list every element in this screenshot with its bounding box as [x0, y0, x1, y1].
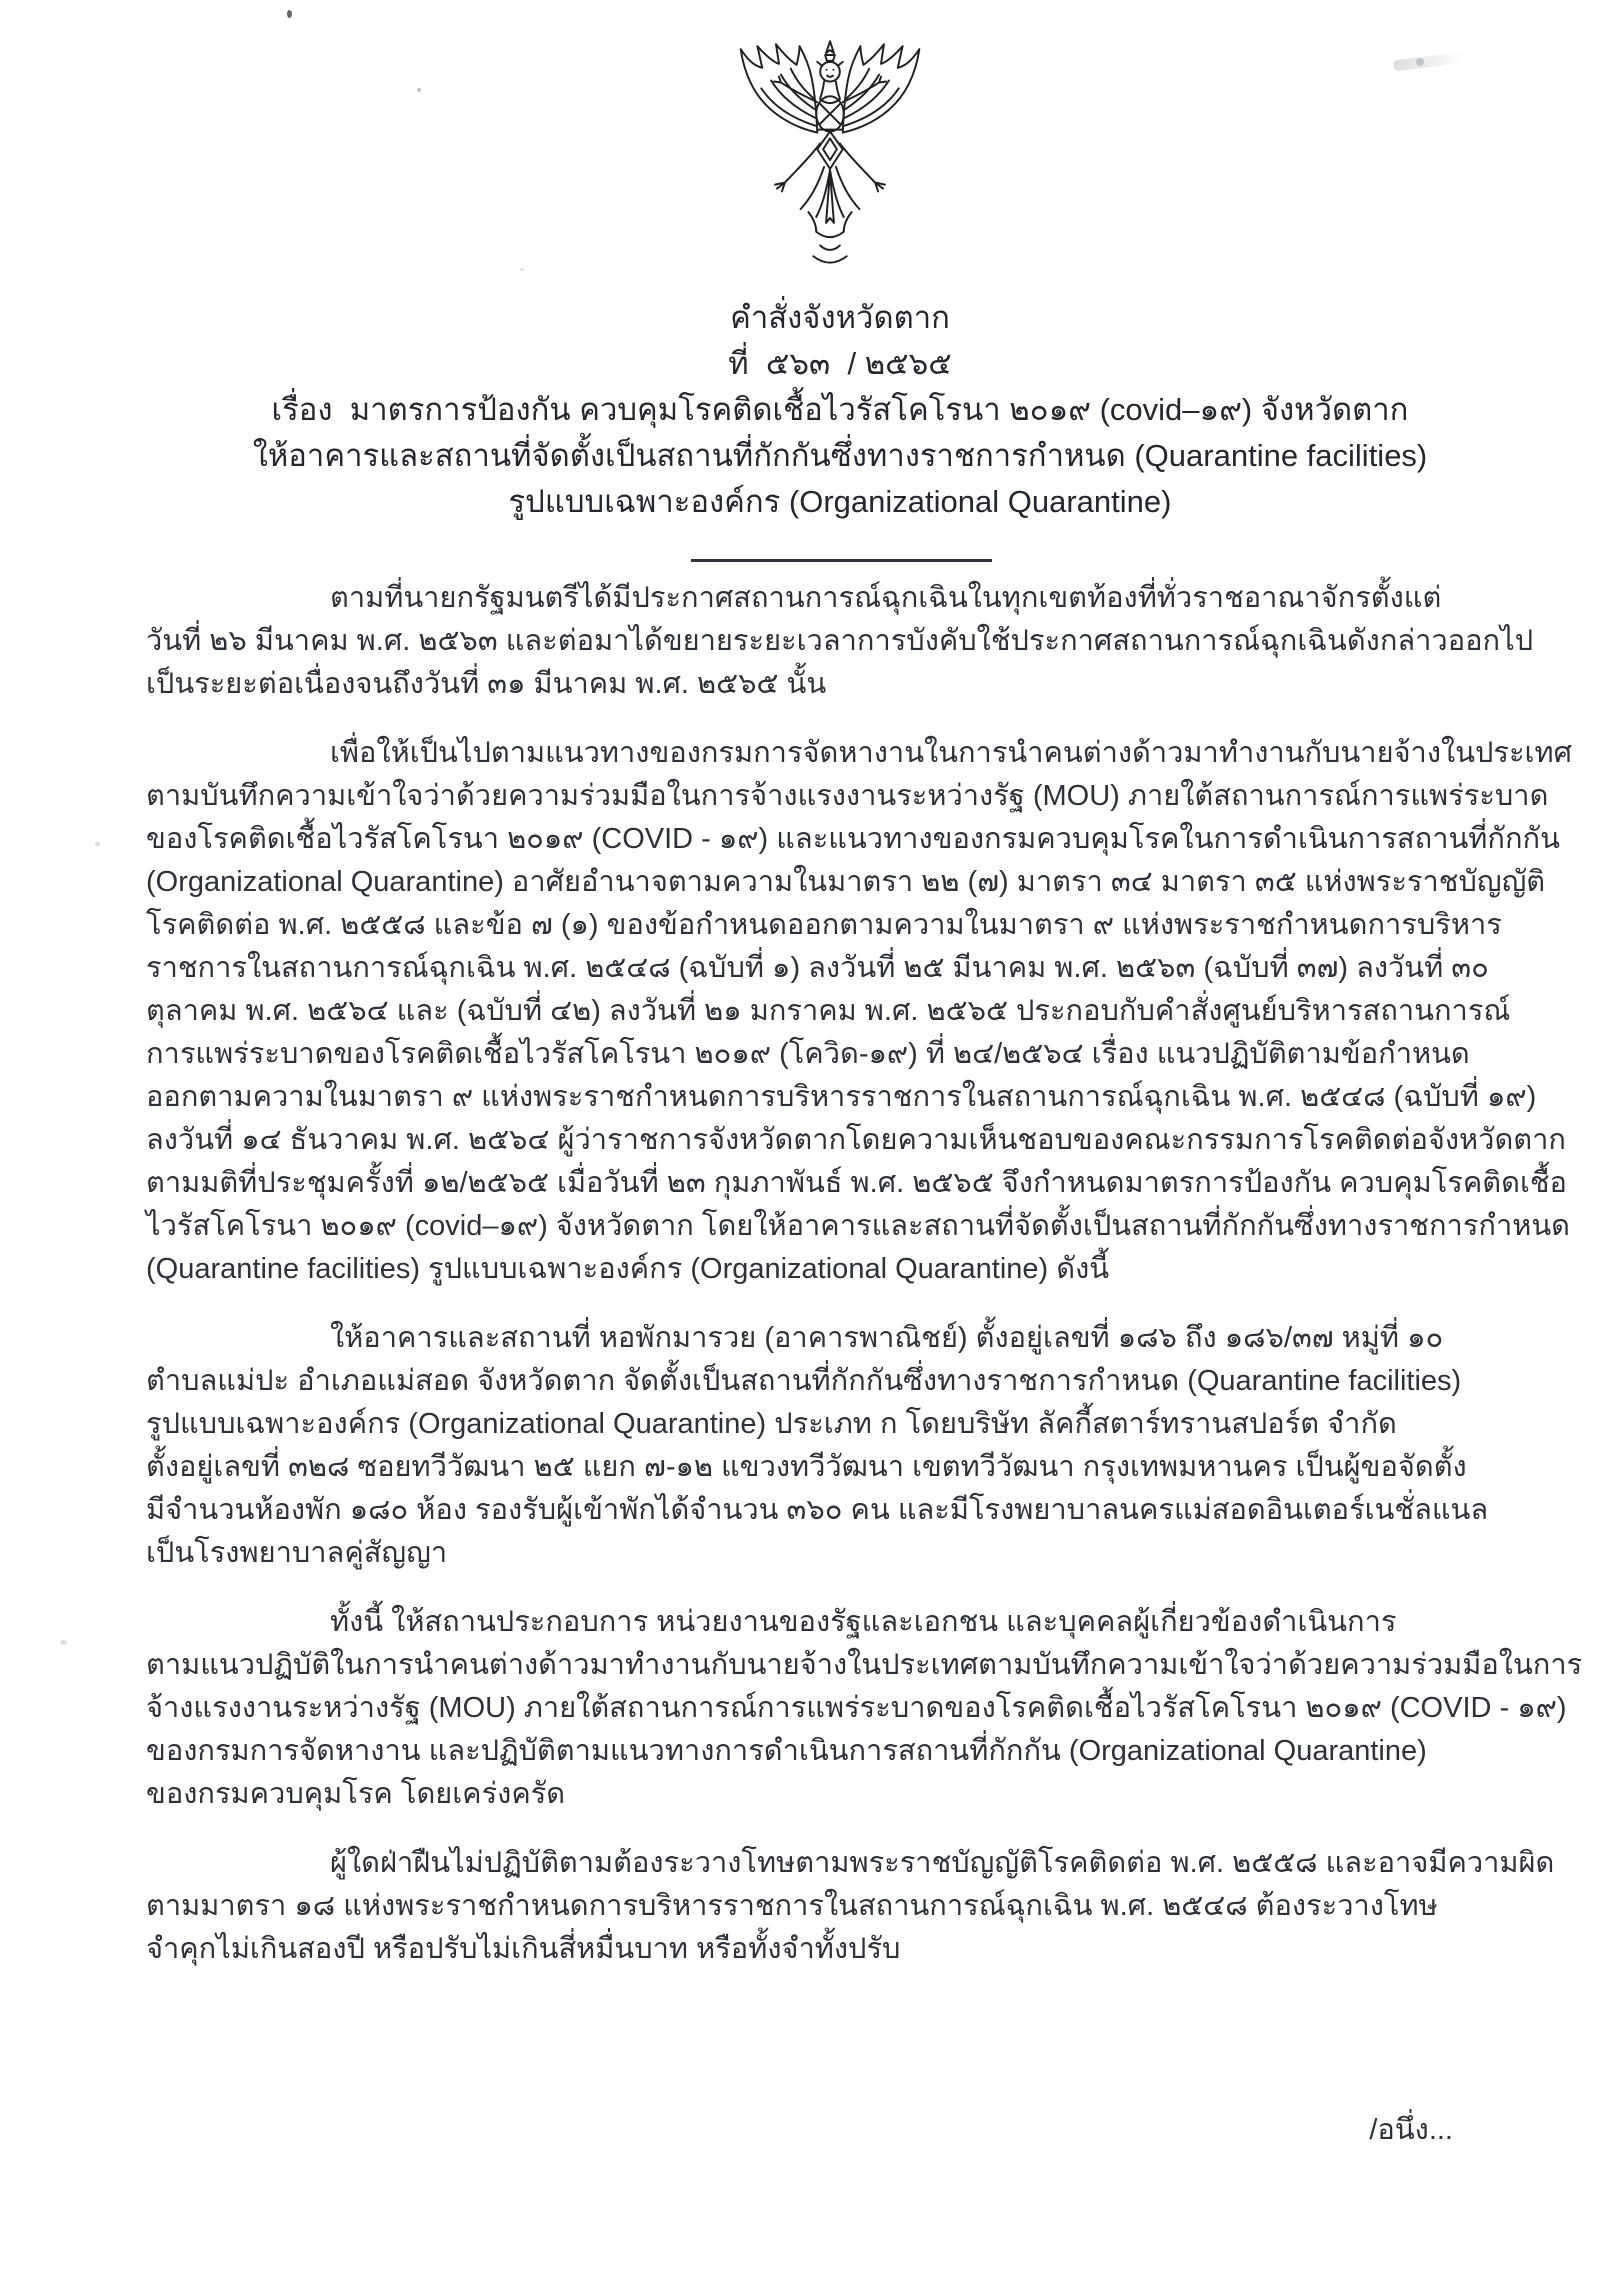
text-line: ไวรัสโคโรนา ๒๐๑๙ (covid–๑๙) จังหวัดตาก โดยให้อาคารและสถานที่จัดตั้งเป็นสถานที่กักกันซึ่งทางราชการกำหนด	[146, 1210, 1571, 1242]
subject-line-3: รูปแบบเฉพาะองค์กร (Organizational Quarantine)	[508, 484, 1172, 519]
text-line: ทั้งนี้ ให้สถานประกอบการ หน่วยงานของรัฐและเอกชน และบุคคลผู้เกี่ยวข้องดำเนินการ	[330, 1606, 1397, 1638]
text-line: ของกรมควบคุมโรค โดยเคร่งครัด	[146, 1778, 566, 1810]
text-line: รูปแบบเฉพาะองค์กร (Organizational Quarantine) ประเภท ก โดยบริษัท ลัคกี้สตาร์ทรานสปอร์ต จำกัด	[146, 1408, 1397, 1440]
text-line: เป็นระยะต่อเนื่องจนถึงวันที่ ๓๑ มีนาคม พ.ศ. ๒๕๖๕ นั้น	[146, 668, 827, 700]
text-line: โรคติดต่อ พ.ศ. ๒๕๕๘ และข้อ ๗ (๑) ของข้อกำหนดออกตามความในมาตรา ๙ แห่งพระราชกำหนดการบริหาร	[146, 909, 1502, 941]
scan-smudge	[1393, 52, 1466, 72]
paragraph	[146, 1601, 1583, 1816]
text-line: ตามมาตรา ๑๘ แห่งพระราชกำหนดการบริหารราชการในสถานการณ์ฉุกเฉิน พ.ศ. ๒๕๔๘ ต้องระวางโทษ	[146, 1890, 1438, 1922]
garuda-emblem-icon	[722, 36, 938, 290]
text-line: ตามแนวปฏิบัติในการนำคนต่างด้าวมาทำงานกับนายจ้างในประเทศตามบันทึกความเข้าใจว่าด้วยความร่วมมือในการ	[146, 1649, 1583, 1681]
subject-line-1: เรื่อง มาตรการป้องกัน ควบคุมโรคติดเชื้อไวรัสโคโรนา ๒๐๑๙ (covid–๑๙) จังหวัดตาก	[271, 392, 1409, 427]
text-line: ตำบลแม่ปะ อำเภอแม่สอด จังหวัดตาก จัดตั้งเป็นสถานที่กักกันซึ่งทางราชการกำหนด (Quarantine facilities)	[146, 1365, 1462, 1397]
scan-artifact	[520, 268, 524, 271]
text-line: วันที่ ๒๖ มีนาคม พ.ศ. ๒๕๖๓ และต่อมาได้ขยายระยะเวลาการบังคับใช้ประกาศสถานการณ์ฉุกเฉินดังกล่าวออกไป	[146, 625, 1534, 657]
text-line: ตามที่นายกรัฐมนตรีได้มีประกาศสถานการณ์ฉุกเฉินในทุกเขตท้องที่ทั่วราชอาณาจักรตั้งแต่	[330, 582, 1442, 614]
text-line: มีจำนวนห้องพัก ๑๘๐ ห้อง รองรับผู้เข้าพักได้จำนวน ๓๖๐ คน และมีโรงพยาบาลนครแม่สอดอินเตอร์เนชั่ลแนล	[146, 1494, 1489, 1526]
order-number: ที่ ๕๖๓ / ๒๕๖๕	[728, 346, 952, 381]
page-continuation-mark: /อนึ่ง...	[1369, 2114, 1453, 2146]
scan-artifact	[95, 842, 100, 846]
paragraph	[146, 1842, 1555, 1971]
scan-artifact	[60, 1640, 67, 1645]
text-line: จำคุกไม่เกินสองปี หรือปรับไม่เกินสี่หมื่นบาท หรือทั้งจำทั้งปรับ	[146, 1933, 901, 1965]
text-line: ตั้งอยู่เลขที่ ๓๒๘ ซอยทวีวัฒนา ๒๕ แยก ๗-๑๒ แขวงทวีวัฒนา เขตทวีวัฒนา กรุงเทพมหานคร เป็นผู้ขอจัดตั้ง	[146, 1451, 1467, 1483]
title-divider-rule	[691, 559, 992, 562]
text-line: ผู้ใดฝ่าฝืนไม่ปฏิบัติตามต้องระวางโทษตามพระราชบัญญัติโรคติดต่อ พ.ศ. ๒๕๕๘ และอาจมีความผิด	[330, 1847, 1555, 1879]
text-line: เป็นโรงพยาบาลคู่สัญญา	[146, 1537, 448, 1569]
text-line: ออกตามความในมาตรา ๙ แห่งพระราชกำหนดการบริหารราชการในสถานการณ์ฉุกเฉิน พ.ศ. ๒๕๔๘ (ฉบับที่ ๑๙)	[146, 1081, 1537, 1113]
text-line: การแพร่ระบาดของโรคติดเชื้อไวรัสโคโรนา ๒๐๑๙ (โควิด-๑๙) ที่ ๒๔/๒๕๖๔ เรื่อง แนวปฏิบัติตามข้อกำหนด	[146, 1038, 1470, 1070]
text-line: (Quarantine facilities) รูปแบบเฉพาะองค์กร (Organizational Quarantine) ดังนี้	[146, 1253, 1110, 1285]
text-line: ตามบันทึกความเข้าใจว่าด้วยความร่วมมือในการจ้างแรงงานระหว่างรัฐ (MOU) ภายใต้สถานการณ์การแพร่ระบาด	[146, 780, 1549, 812]
paragraph	[146, 577, 1534, 706]
text-line: ราชการในสถานการณ์ฉุกเฉิน พ.ศ. ๒๕๔๘ (ฉบับที่ ๑) ลงวันที่ ๒๕ มีนาคม พ.ศ. ๒๕๖๓ (ฉบับที่ ๓๗) ลงวันที่ ๓๐	[146, 952, 1489, 984]
paragraph	[146, 1317, 1489, 1575]
text-line: ของกรมการจัดหางาน และปฏิบัติตามแนวทางการดำเนินการสถานที่กักกัน (Organizational Quarantine)	[146, 1735, 1427, 1767]
document-body	[146, 577, 1583, 1971]
text-line: จ้างแรงงานระหว่างรัฐ (MOU) ภายใต้สถานการณ์การแพร่ระบาดของโรคติดเชื้อไวรัสโคโรนา ๒๐๑๙ (COVID - ๑๙)	[146, 1692, 1567, 1724]
title-block	[78, 295, 1600, 525]
subject-line-2: ให้อาคารและสถานที่จัดตั้งเป็นสถานที่กักกันซึ่งทางราชการกำหนด (Quarantine facilities)	[252, 438, 1428, 473]
scan-artifact	[287, 10, 292, 18]
document-title: คำสั่งจังหวัดตาก	[730, 300, 950, 335]
text-line: (Organizational Quarantine) อาศัยอำนาจตามความในมาตรา ๒๒ (๗) มาตรา ๓๔ มาตรา ๓๕ แห่งพระราชบัญญัติ	[146, 866, 1546, 898]
text-line: ลงวันที่ ๑๔ ธันวาคม พ.ศ. ๒๕๖๔ ผู้ว่าราชการจังหวัดตากโดยความเห็นชอบของคณะกรรมการโรคติดต่อจังหวัดตาก	[146, 1124, 1566, 1156]
text-line: ตามมติที่ประชุมครั้งที่ ๑๒/๒๕๖๕ เมื่อวันที่ ๒๓ กุมภาพันธ์ พ.ศ. ๒๕๖๕ จึงกำหนดมาตรการป้องกัน ควบคุมโรคติดเชื้อ	[146, 1167, 1567, 1199]
text-line: ตุลาคม พ.ศ. ๒๕๖๔ และ (ฉบับที่ ๔๒) ลงวันที่ ๒๑ มกราคม พ.ศ. ๒๕๖๕ ประกอบกับคำสั่งศูนย์บริหารสถานการณ์	[146, 995, 1511, 1027]
text-line: ให้อาคารและสถานที่ หอพักมารวย (อาคารพาณิชย์) ตั้งอยู่เลขที่ ๑๘๖ ถึง ๑๘๖/๓๗ หมู่ที่ ๑๐	[330, 1322, 1444, 1354]
scan-artifact	[417, 88, 421, 92]
text-line: เพื่อให้เป็นไปตามแนวทางของกรมการจัดหางานในการนำคนต่างด้าวมาทำงานกับนายจ้างในประเทศ	[330, 737, 1572, 769]
text-line: ของโรคติดเชื้อไวรัสโคโรนา ๒๐๑๙ (COVID - ๑๙) และแนวทางของกรมควบคุมโรคในการดำเนินการสถานที่กักกัน	[146, 823, 1560, 855]
paragraph	[146, 732, 1572, 1291]
